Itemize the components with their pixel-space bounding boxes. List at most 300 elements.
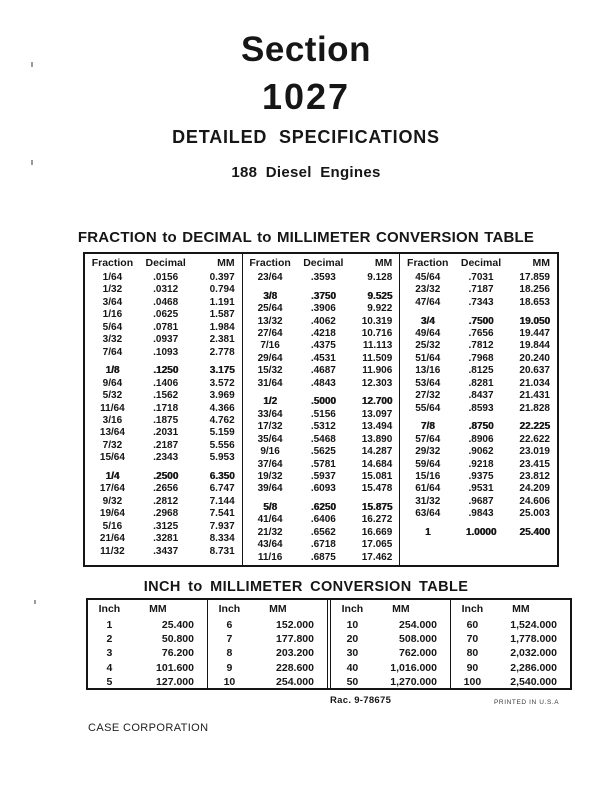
fraction-cell: 7/8: [420, 421, 435, 433]
fraction-table-group-1: [85, 254, 242, 565]
mm-cell: 20.240: [519, 352, 550, 364]
table-row: [88, 633, 207, 647]
decimal-cell: .0937: [153, 334, 179, 346]
table-row: [208, 619, 327, 633]
table-row: [331, 619, 450, 633]
table-row: [88, 676, 207, 688]
table-row: [331, 633, 450, 647]
decimal-cell: .1093: [153, 346, 179, 358]
mm-cell: 1.984: [209, 321, 235, 333]
decimal-cell: .7812: [468, 340, 494, 352]
table-row: [243, 409, 400, 421]
mm-cell: 1,778.000: [510, 632, 557, 645]
decimal-cell: .2968: [153, 508, 179, 520]
mm-cell: 2,540.000: [510, 676, 557, 688]
table-row: [400, 421, 557, 433]
table-row: [243, 353, 400, 365]
column-header-decimal: Decimal: [145, 257, 186, 269]
mm-cell: 3.969: [209, 390, 235, 402]
fraction-cell: 7/16: [260, 340, 280, 352]
table-row: [85, 365, 242, 377]
fraction-cell: 61/64: [415, 483, 441, 495]
table-row: [243, 303, 400, 315]
inch-table-header: [208, 603, 327, 619]
inch-cell: 2: [106, 632, 113, 645]
mm-cell: 8.334: [209, 533, 235, 545]
mm-cell: 10.319: [361, 315, 393, 327]
table-row: [400, 527, 557, 539]
fraction-table-header: [400, 257, 557, 272]
decimal-cell: .8125: [468, 365, 494, 377]
decimal-cell: .7187: [468, 284, 494, 296]
fraction-cell: 17/64: [99, 483, 125, 495]
mm-cell: 0.794: [209, 284, 235, 296]
table-row: [451, 619, 570, 633]
mm-cell: 228.600: [276, 661, 314, 674]
mm-cell: 11.906: [362, 365, 393, 377]
table-row: [243, 396, 400, 408]
decimal-cell: .7968: [468, 352, 494, 364]
fraction-cell: 5/8: [263, 502, 278, 513]
table-row: [400, 316, 557, 328]
table-row: [88, 662, 207, 676]
inch-cell: 60: [466, 618, 479, 631]
decimal-cell: .3906: [310, 303, 336, 315]
fraction-cell: 3/16: [102, 415, 123, 426]
mm-cell: 17.462: [361, 551, 393, 563]
inch-cell: 3: [106, 647, 113, 660]
mm-cell: 1,270.000: [390, 676, 437, 688]
inch-rows-group-2: [208, 619, 327, 689]
mm-cell: 101.600: [156, 661, 194, 674]
fraction-cell: 51/64: [415, 352, 441, 364]
decimal-cell: .6562: [310, 526, 336, 538]
decimal-cell: .9531: [468, 483, 494, 495]
column-header-inch: Inch: [98, 603, 121, 615]
table-row: [85, 403, 242, 415]
fraction-cell: 19/64: [99, 508, 125, 520]
fraction-cell: 45/64: [415, 272, 441, 283]
column-header-mm: MM: [374, 257, 393, 269]
mm-cell: 76.200: [161, 647, 194, 660]
column-header-decimal: Decimal: [460, 257, 502, 269]
fraction-table-title: FRACTION to DECIMAL to MILLIMETER CONVERSION TABLE: [77, 229, 535, 246]
table-row: [243, 446, 400, 458]
decimal-cell: .4375: [310, 340, 336, 352]
fraction-cell: 21/64: [99, 533, 125, 545]
mm-cell: 12.700: [361, 396, 393, 408]
fraction-cell: 15/64: [99, 452, 125, 464]
fraction-cell: 25/32: [415, 340, 441, 352]
inch-cell: 70: [466, 632, 479, 645]
table-row: [243, 365, 400, 377]
decimal-cell: .5625: [310, 446, 336, 458]
table-row: [243, 340, 400, 352]
decimal-cell: .2187: [153, 439, 179, 451]
table-row: [243, 552, 400, 564]
mm-cell: 16.669: [361, 526, 393, 538]
mm-cell: 7.541: [209, 508, 235, 520]
mm-cell: 2,286.000: [510, 661, 557, 674]
fraction-cell: 1/32: [102, 284, 123, 296]
fraction-rows-group-3: [400, 272, 557, 539]
mm-cell: 10.716: [361, 327, 393, 339]
mm-cell: 762.000: [399, 647, 437, 660]
decimal-cell: .2343: [153, 452, 179, 464]
decimal-cell: .3750: [310, 290, 336, 302]
decimal-cell: .9843: [468, 508, 494, 520]
decimal-cell: .8437: [468, 390, 494, 402]
decimal-cell: .9218: [468, 458, 494, 470]
decimal-cell: .6718: [310, 539, 336, 551]
table-row: [85, 284, 242, 296]
table-row: [451, 647, 570, 661]
table-row: [400, 365, 557, 377]
fraction-cell: 63/64: [415, 508, 441, 520]
fraction-cell: 27/32: [415, 390, 441, 402]
table-row: [400, 446, 557, 458]
fraction-cell: 31/64: [257, 377, 283, 389]
fraction-rows-group-2: [243, 272, 400, 564]
mm-cell: 20.637: [519, 365, 550, 377]
mm-cell: 24.606: [519, 495, 550, 507]
fraction-cell: 5/32: [102, 390, 123, 402]
decimal-cell: .1562: [153, 390, 179, 402]
mm-cell: 6.747: [209, 483, 235, 495]
table-row: [85, 483, 242, 495]
fraction-cell: 39/64: [257, 483, 283, 495]
table-row: [85, 334, 242, 346]
table-row: [400, 340, 557, 352]
column-header-mm: MM: [512, 603, 530, 615]
decimal-cell: .9375: [468, 470, 494, 482]
table-row: [208, 676, 327, 688]
inch-cell: 8: [226, 647, 233, 660]
column-header-fraction: Fraction: [407, 257, 449, 269]
table-row: [400, 272, 557, 284]
column-header-fraction: Fraction: [91, 257, 134, 269]
printed-in-usa-note: PRINTED IN U.S.A: [494, 699, 560, 706]
fraction-cell: 17/32: [257, 421, 283, 433]
table-row: [243, 471, 400, 483]
decimal-cell: .6093: [310, 483, 336, 495]
decimal-cell: .3281: [153, 533, 179, 545]
inch-cell: 6: [226, 618, 233, 631]
mm-cell: 2.381: [209, 334, 235, 346]
fraction-rows-group-1: [85, 272, 242, 558]
scan-artifact: [31, 62, 33, 67]
mm-cell: 3.175: [209, 365, 235, 377]
inch-cell: 10: [346, 618, 359, 631]
inch-rows-group-4: [451, 619, 570, 689]
mm-cell: 15.478: [361, 483, 393, 495]
table-row: [400, 471, 557, 483]
scan-artifact: [34, 600, 36, 604]
inch-table-header: [331, 603, 450, 619]
table-row: [208, 662, 327, 676]
fraction-cell: 49/64: [415, 327, 441, 339]
mm-cell: 2,032.000: [510, 647, 557, 660]
decimal-cell: .5156: [310, 408, 336, 420]
mm-cell: 5.953: [209, 452, 235, 464]
fraction-cell: 11/64: [100, 402, 125, 414]
fraction-cell: 13/16: [415, 365, 441, 377]
fraction-cell: 15/32: [257, 365, 283, 377]
fraction-cell: 3/8: [263, 290, 278, 302]
mm-cell: 9.922: [367, 303, 393, 315]
decimal-cell: .4218: [310, 327, 336, 339]
table-row: [400, 508, 557, 520]
fraction-cell: 1/16: [102, 309, 123, 321]
table-row: [85, 440, 242, 452]
decimal-cell: .6406: [310, 514, 336, 526]
mm-cell: 15.081: [361, 470, 393, 482]
table-row: [400, 496, 557, 508]
mm-cell: 4.366: [209, 402, 235, 414]
mm-cell: 16.272: [361, 514, 393, 526]
table-row: [85, 496, 242, 508]
inch-cell: 90: [466, 661, 479, 674]
fraction-cell: 3/4: [420, 315, 435, 327]
decimal-cell: .3593: [310, 272, 336, 283]
mm-cell: 0.397: [209, 272, 235, 283]
inch-conversion-table: [86, 598, 572, 690]
inch-rows-group-1: [88, 619, 207, 689]
mm-cell: 22.225: [519, 421, 550, 433]
mm-cell: 13.494: [361, 421, 393, 433]
inch-table-header: [451, 603, 570, 619]
table-row: [85, 309, 242, 321]
mm-cell: 6.350: [209, 470, 235, 482]
table-row: [208, 647, 327, 661]
mm-cell: 50.800: [161, 632, 194, 645]
decimal-cell: .5312: [310, 421, 336, 433]
table-row: [400, 353, 557, 365]
table-row: [85, 390, 242, 402]
decimal-cell: .4531: [310, 352, 336, 364]
mm-cell: 25.003: [519, 508, 550, 520]
decimal-cell: .1250: [153, 365, 179, 377]
engine-line: 188 Diesel Engines: [231, 164, 381, 181]
inch-cell: 1: [106, 618, 113, 631]
table-row: [85, 521, 242, 533]
decimal-cell: .8593: [468, 402, 494, 414]
table-row: [85, 297, 242, 309]
mm-cell: 14.287: [361, 446, 393, 458]
fraction-conversion-table: [83, 252, 559, 567]
fraction-cell: 1: [424, 526, 431, 538]
table-row: [400, 328, 557, 340]
table-row: [88, 647, 207, 661]
table-row: [243, 328, 400, 340]
table-row: [85, 546, 242, 558]
inch-cell: 20: [346, 632, 359, 645]
column-header-mm: MM: [392, 603, 410, 615]
mm-cell: 1.191: [209, 296, 235, 308]
mm-cell: 7.937: [209, 520, 235, 532]
fraction-cell: 23/32: [415, 284, 441, 296]
mm-cell: 12.303: [361, 377, 393, 389]
decimal-cell: .8281: [468, 377, 494, 389]
decimal-cell: .7656: [468, 327, 494, 339]
table-row: [243, 272, 400, 284]
table-row: [243, 483, 400, 495]
mm-cell: 21.034: [519, 377, 550, 389]
fraction-cell: 9/32: [102, 495, 123, 507]
decimal-cell: .5937: [310, 470, 336, 482]
section-number: 1027: [261, 76, 351, 117]
table-row: [331, 676, 450, 688]
fraction-cell: 1/2: [263, 396, 278, 408]
decimal-cell: .7343: [468, 296, 494, 308]
column-header-decimal: Decimal: [303, 257, 344, 269]
fraction-cell: 35/64: [257, 433, 283, 445]
table-row: [400, 483, 557, 495]
table-row: [243, 434, 400, 446]
mm-cell: 152.000: [276, 618, 314, 631]
table-row: [400, 459, 557, 471]
mm-cell: 3.572: [209, 377, 235, 389]
fraction-cell: 7/32: [102, 439, 123, 451]
table-row: [243, 459, 400, 471]
mm-cell: 1.587: [209, 309, 235, 321]
fraction-cell: 5/64: [102, 321, 123, 333]
mm-cell: 5.556: [209, 439, 235, 451]
decimal-cell: .2031: [153, 427, 179, 439]
fraction-cell: 1/4: [105, 470, 120, 482]
table-row: [243, 502, 400, 514]
table-row: [331, 647, 450, 661]
fraction-cell: 9/64: [102, 377, 123, 389]
decimal-cell: .7500: [468, 315, 494, 327]
fraction-cell: 1/64: [102, 272, 123, 283]
mm-cell: 22.622: [519, 433, 550, 445]
mm-cell: 15.875: [361, 502, 393, 513]
decimal-cell: .0156: [153, 272, 179, 283]
table-row: [243, 514, 400, 526]
fraction-cell: 29/64: [257, 352, 283, 364]
mm-cell: 25.400: [519, 526, 550, 538]
mm-cell: 254.000: [276, 676, 314, 688]
decimal-cell: .1718: [153, 402, 179, 414]
mm-cell: 14.684: [361, 458, 393, 470]
decimal-cell: .1875: [153, 415, 179, 426]
mm-cell: 13.890: [361, 433, 393, 445]
inch-cell: 7: [226, 632, 233, 645]
mm-cell: 127.000: [156, 676, 194, 688]
column-header-mm: MM: [532, 257, 550, 269]
table-row: [85, 272, 242, 284]
table-row: [88, 619, 207, 633]
fraction-cell: 5/16: [102, 520, 123, 532]
decimal-cell: .2656: [153, 483, 179, 495]
table-row: [85, 347, 242, 359]
decimal-cell: .9687: [468, 495, 494, 507]
fraction-cell: 55/64: [415, 402, 441, 414]
column-header-inch: Inch: [341, 603, 364, 615]
decimal-cell: .3437: [153, 545, 179, 557]
table-row: [85, 533, 242, 545]
fraction-cell: 41/64: [257, 514, 283, 526]
fraction-cell: 25/64: [257, 303, 283, 315]
decimal-cell: .0468: [153, 296, 179, 308]
decimal-cell: .4687: [310, 365, 336, 377]
column-header-fraction: Fraction: [249, 257, 291, 269]
inch-table-title: INCH to MILLIMETER CONVERSION TABLE: [143, 579, 469, 595]
fraction-cell: 47/64: [415, 296, 441, 308]
mm-cell: 1,016.000: [390, 661, 437, 674]
table-row: [243, 378, 400, 390]
inch-cell: 10: [223, 676, 236, 688]
fraction-cell: 9/16: [260, 446, 280, 458]
mm-cell: 17.065: [361, 539, 393, 551]
inch-cell: 30: [346, 647, 359, 660]
table-row: [451, 662, 570, 676]
fraction-cell: 1/8: [105, 365, 120, 377]
table-row: [85, 427, 242, 439]
decimal-cell: .8906: [468, 433, 494, 445]
table-row: [400, 284, 557, 296]
fraction-table-group-3: [400, 254, 557, 565]
mm-cell: 23.415: [519, 458, 550, 470]
table-row: [451, 633, 570, 647]
fraction-cell: 13/32: [257, 315, 283, 327]
mm-cell: 11.113: [362, 340, 393, 352]
table-row: [243, 527, 400, 539]
table-row: [243, 539, 400, 551]
fraction-cell: 33/64: [257, 408, 283, 420]
fraction-cell: 43/64: [257, 539, 283, 551]
table-row: [85, 415, 242, 427]
mm-cell: 21.828: [519, 402, 550, 414]
document-number: Rac. 9-78675: [330, 695, 392, 706]
inch-table-group-2: [208, 600, 327, 688]
table-row: [243, 291, 400, 303]
mm-cell: 508.000: [399, 632, 437, 645]
column-header-mm: MM: [269, 603, 287, 615]
decimal-cell: .5000: [310, 396, 336, 408]
mm-cell: 25.400: [161, 618, 194, 631]
decimal-cell: .2500: [153, 470, 179, 482]
table-row: [243, 421, 400, 433]
inch-cell: 40: [346, 661, 359, 674]
mm-cell: 177.800: [276, 632, 314, 645]
inch-cell: 4: [106, 661, 113, 674]
fraction-cell: 13/64: [99, 427, 125, 439]
fraction-cell: 29/32: [415, 446, 441, 458]
fraction-cell: 21/32: [257, 526, 283, 538]
column-header-mm: MM: [149, 603, 167, 615]
mm-cell: 24.209: [519, 483, 550, 495]
mm-cell: 21.431: [519, 390, 550, 402]
fraction-cell: 11/32: [100, 545, 125, 557]
decimal-cell: .6250: [310, 502, 336, 513]
fraction-cell: 3/64: [102, 296, 123, 308]
table-row: [243, 316, 400, 328]
fraction-cell: 37/64: [257, 458, 283, 470]
mm-cell: 17.859: [519, 272, 550, 283]
decimal-cell: 1.0000: [465, 526, 497, 538]
decimal-cell: .4062: [310, 315, 336, 327]
fraction-cell: 7/64: [102, 346, 123, 358]
mm-cell: 23.019: [519, 446, 550, 458]
table-row: [85, 471, 242, 483]
mm-cell: 19.844: [519, 340, 550, 352]
inch-table-group-4: [451, 600, 570, 688]
table-row: [331, 662, 450, 676]
mm-cell: 9.525: [367, 290, 393, 302]
decimal-cell: .3125: [153, 520, 179, 532]
